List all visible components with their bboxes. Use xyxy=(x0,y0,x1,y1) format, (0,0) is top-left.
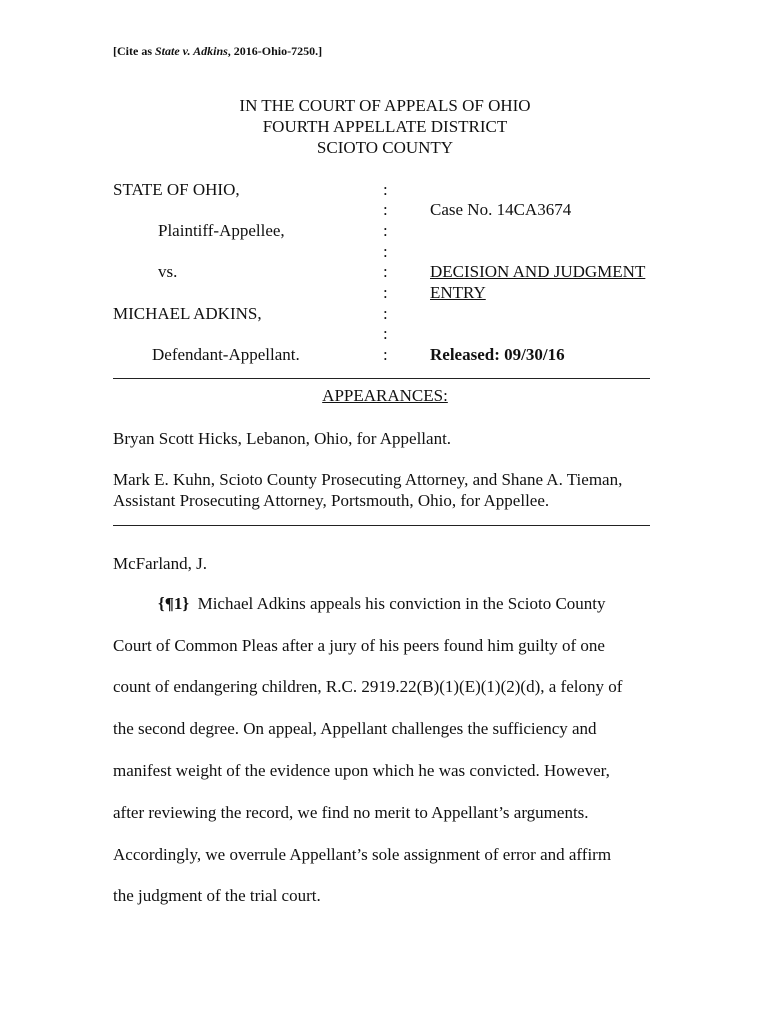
appellant-counsel: Bryan Scott Hicks, Lebanon, Ohio, for Appellant. xyxy=(113,429,452,448)
appellee-counsel-line2: Assistant Prosecuting Attorney, Portsmouth, Ohio, for Appellee. xyxy=(113,491,550,510)
defendant-role: Defendant-Appellant. xyxy=(152,345,300,364)
court-heading xyxy=(0,95,770,158)
opinion-line: manifest weight of the evidence upon which he was convicted. However, xyxy=(113,761,610,780)
opinion-line: Court of Common Pleas after a jury of his peers found him guilty of one xyxy=(113,636,605,655)
plaintiff-role: Plaintiff-Appellee, xyxy=(158,221,285,240)
opinion-line: count of endangering children, R.C. 2919.22(B)(1)(E)(1)(2)(d), a felony of xyxy=(113,677,623,696)
caption-colon: : xyxy=(383,180,388,199)
caption-colon: : xyxy=(383,324,388,343)
caption-colon: : xyxy=(383,200,388,219)
decision-title-line1: DECISION AND JUDGMENT xyxy=(430,262,646,281)
defendant-name: MICHAEL ADKINS, xyxy=(113,304,262,323)
judge-name: McFarland, J. xyxy=(113,554,207,573)
cite-suffix: , 2016-Ohio-7250.] xyxy=(227,44,323,58)
release-date: Released: 09/30/16 xyxy=(430,345,565,364)
decision-title-line2: ENTRY xyxy=(430,283,486,302)
divider-rule xyxy=(113,525,650,526)
court-district: FOURTH APPELLATE DISTRICT xyxy=(262,117,508,136)
opinion-line: after reviewing the record, we find no merit to Appellant’s arguments. xyxy=(113,803,589,822)
citation-header xyxy=(113,44,322,59)
opinion-line: the second degree. On appeal, Appellant challenges the sufficiency and xyxy=(113,719,597,738)
plaintiff-name: STATE OF OHIO, xyxy=(113,180,240,199)
caption-colon: : xyxy=(383,262,388,281)
cite-case-name: State v. Adkins xyxy=(155,44,228,58)
cite-prefix: [Cite as xyxy=(113,44,155,58)
opinion-line: the judgment of the trial court. xyxy=(113,886,321,905)
paragraph-marker: {¶1} xyxy=(158,594,190,613)
caption-colon: : xyxy=(383,304,388,323)
case-number: Case No. 14CA3674 xyxy=(430,200,572,219)
caption-colon: : xyxy=(383,221,388,240)
opinion-line xyxy=(158,594,606,614)
divider-rule xyxy=(113,378,650,379)
opinion-line-text: Michael Adkins appeals his conviction in the Scioto County xyxy=(197,594,606,613)
opinion-line: Accordingly, we overrule Appellant’s sole assignment of error and affirm xyxy=(113,845,612,864)
appellee-counsel-line1: Mark E. Kuhn, Scioto County Prosecuting Attorney, and Shane A. Tieman, xyxy=(113,470,623,489)
caption-colon: : xyxy=(383,242,388,261)
caption-colon: : xyxy=(383,283,388,302)
court-county: SCIOTO COUNTY xyxy=(316,138,454,157)
court-name: IN THE COURT OF APPEALS OF OHIO xyxy=(239,96,531,115)
versus-text: vs. xyxy=(158,262,178,281)
appearances-heading: APPEARANCES: xyxy=(322,386,448,405)
caption-colon: : xyxy=(383,345,388,364)
